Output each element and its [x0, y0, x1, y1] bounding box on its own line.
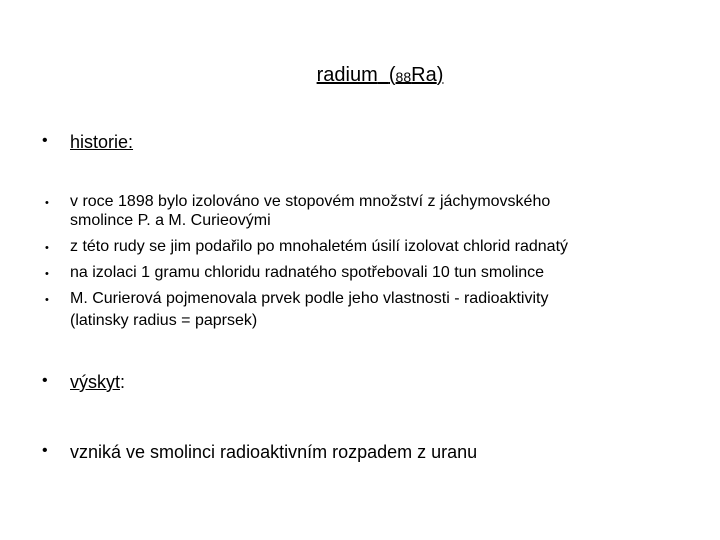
bullet-icon: • — [42, 442, 48, 459]
history-item-line: M. Curierová pojmenovala prvek podle jeho vlastnosti - radioaktivity — [70, 290, 549, 307]
bullet-icon: • — [45, 197, 49, 209]
history-item-line: v roce 1898 bylo izolováno ve stopovém množství z jáchymovského — [70, 193, 551, 210]
title-mass-number: 88 — [395, 69, 412, 85]
history-item-line: na izolaci 1 gramu chloridu radnatého spotřebovali 10 tun smolince — [70, 264, 545, 281]
history-item-line: smolince P. a M. Curieovými — [70, 212, 271, 229]
title-close-paren: ) — [436, 64, 444, 86]
bullet-icon: • — [42, 132, 48, 149]
bullet-icon: • — [45, 268, 49, 280]
history-item-line: z této rudy se jim podařilo po mnohaletém úsilí izolovat chlorid radnatý — [70, 238, 569, 255]
bullet-icon: • — [45, 294, 49, 306]
history-heading: historie: — [70, 132, 134, 152]
title-underlined — [277, 64, 444, 86]
occurrence-heading: výskyt — [70, 372, 121, 392]
occurrence-colon: : — [120, 372, 126, 392]
title-open-paren: ( — [388, 64, 396, 86]
history-item-line: (latinsky radius = paprsek) — [70, 312, 258, 329]
slide-title — [0, 62, 720, 90]
occurrence-text: vzniká ve smolinci radioaktivním rozpadem z uranu — [70, 442, 478, 462]
title-symbol: Ra — [411, 64, 437, 86]
occurrence-heading-wrap — [70, 372, 125, 393]
bullet-icon: • — [42, 372, 48, 389]
bullet-icon: • — [45, 242, 49, 254]
title-element-name: radium — [316, 64, 378, 86]
